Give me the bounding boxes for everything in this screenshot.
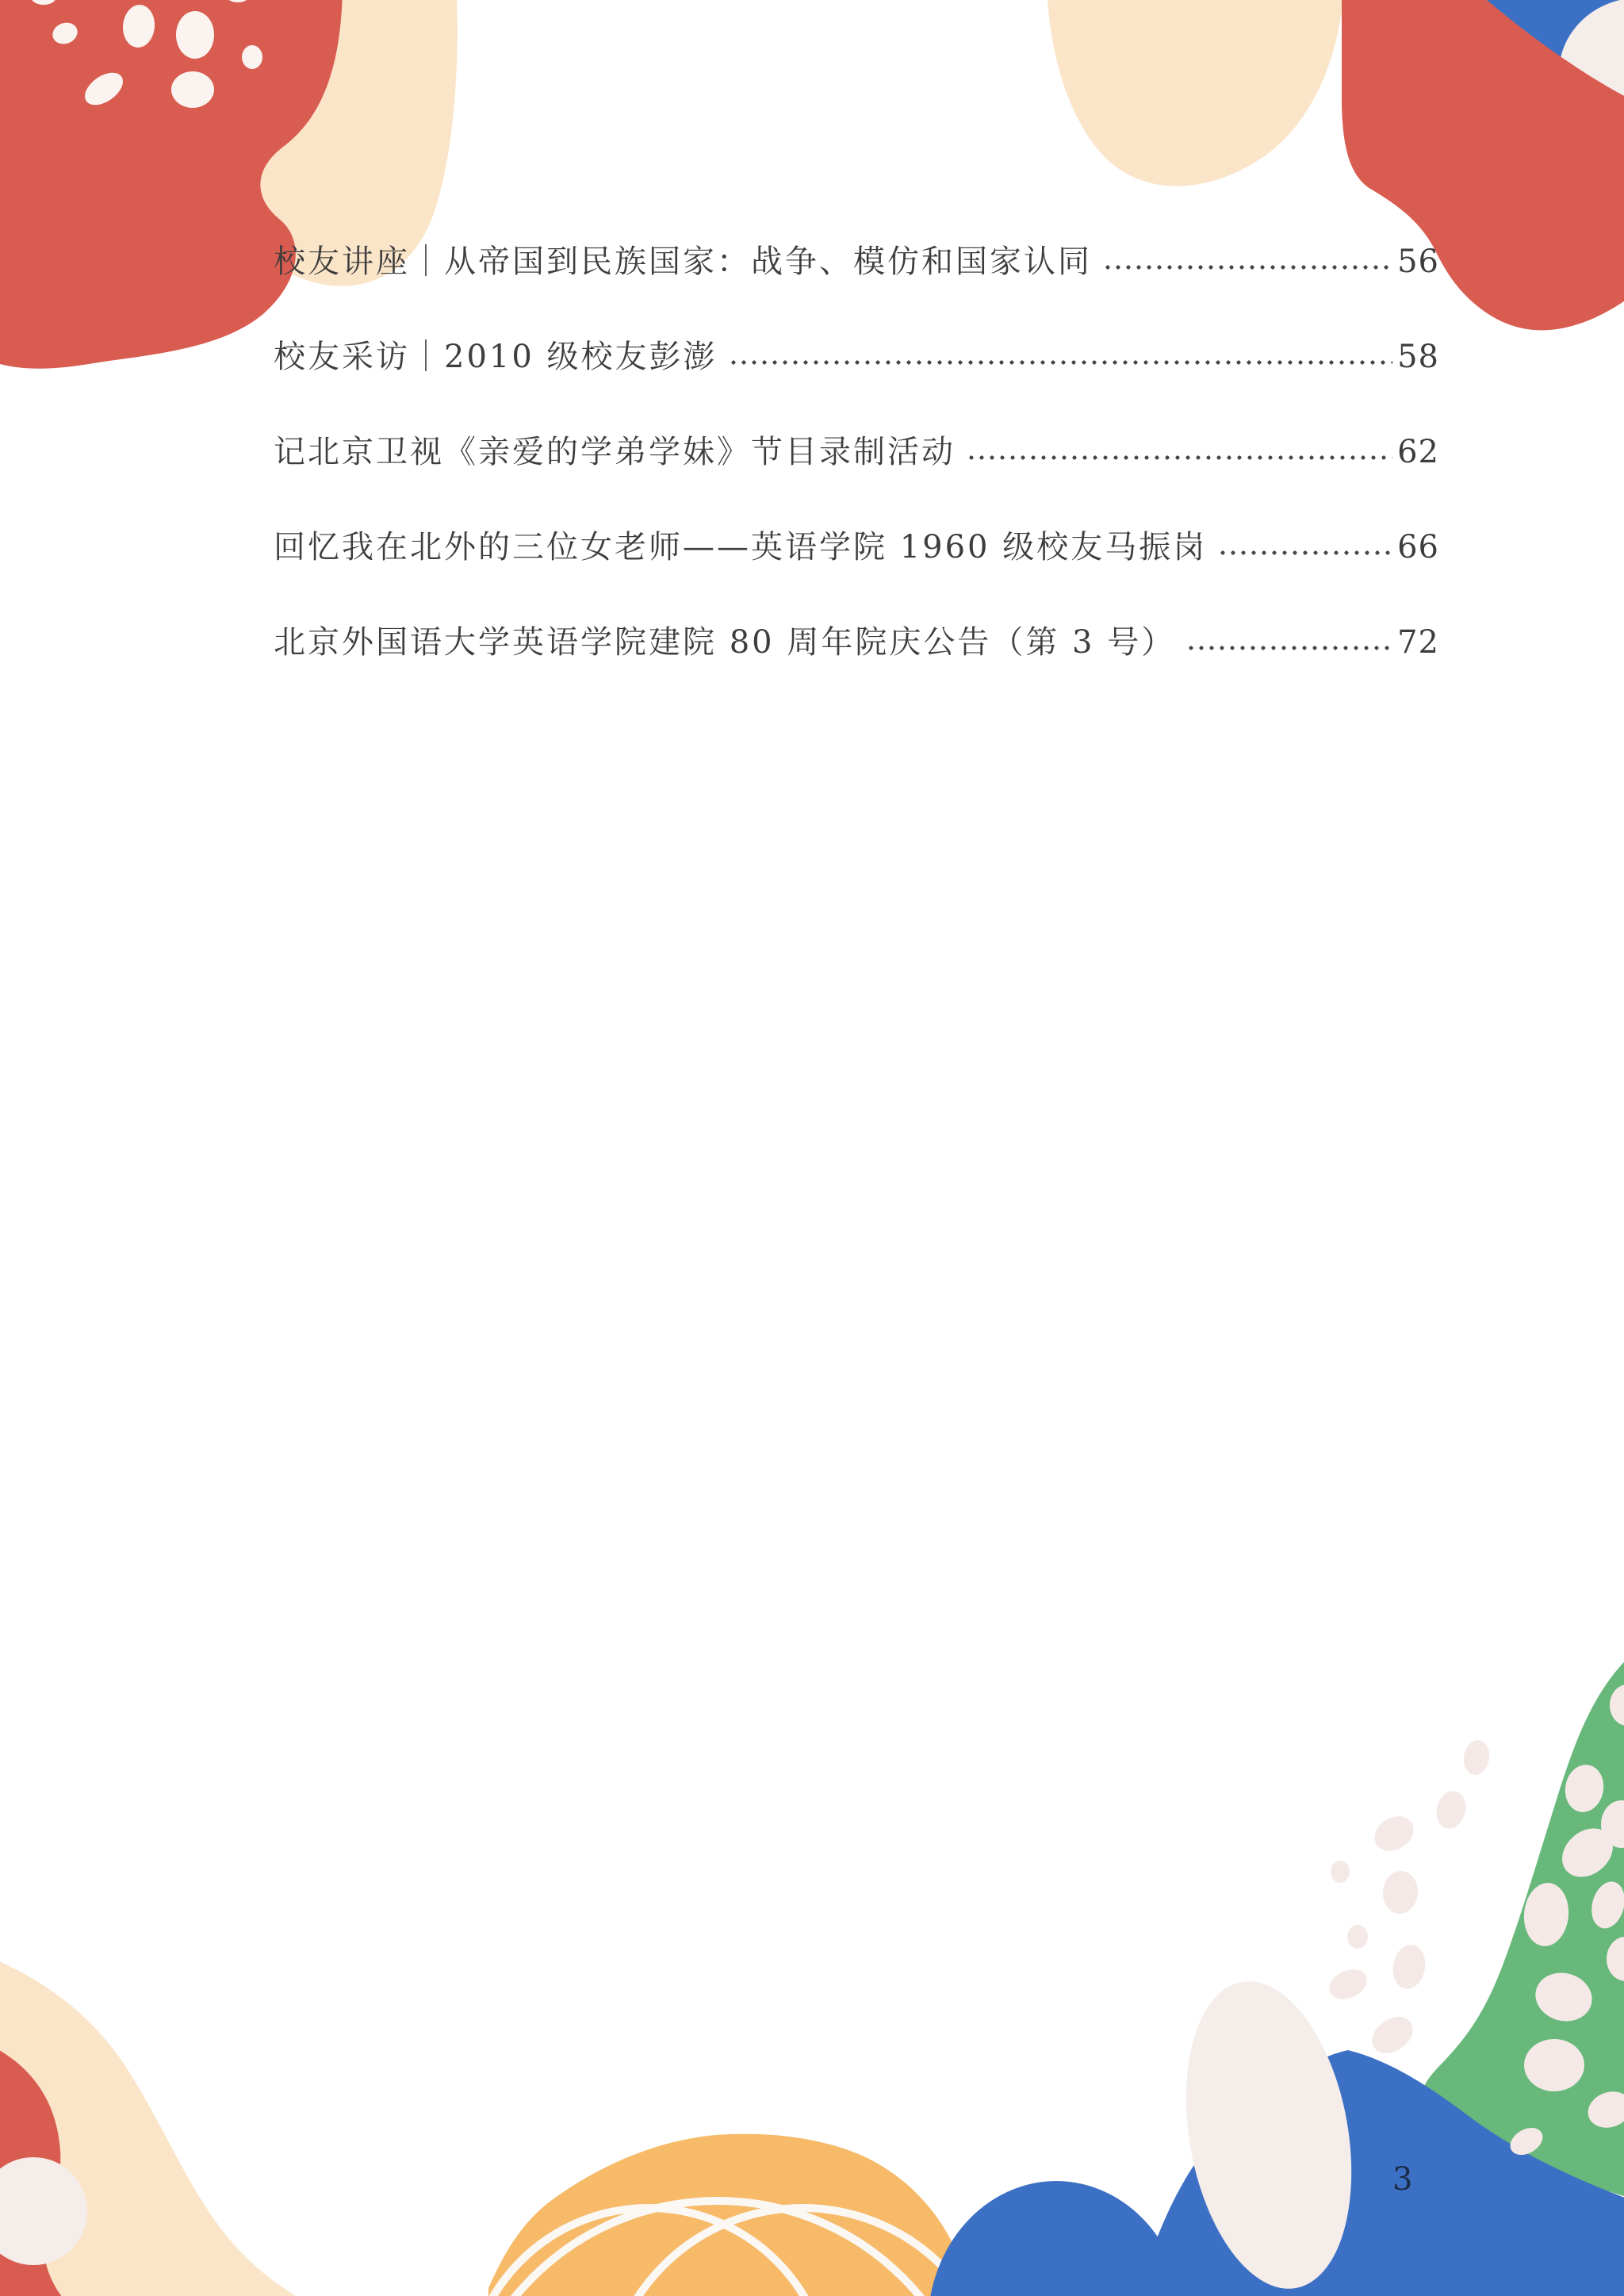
table-of-contents [274,214,1439,690]
pink-dots-on-white-bottom-right [1324,1738,1492,2061]
toc-entry [274,214,1439,309]
dotted-leader [1186,646,1392,650]
toc-entry-page-number: 72 [1397,624,1439,661]
dotted-leader [1103,265,1392,270]
toc-entry [274,309,1439,404]
toc-entry-page-number: 56 [1397,243,1439,280]
toc-entry-title: 校友讲座｜从帝国到民族国家：战争、模仿和国家认同 [274,243,1092,280]
toc-entry-page-number: 66 [1397,529,1439,565]
page-number: 3 [1392,2161,1413,2198]
toc-entry-page-number: 62 [1397,434,1439,470]
dotted-leader [1218,550,1392,555]
toc-entry [274,500,1439,595]
toc-entry-title: 北京外国语大学英语学院建院 80 周年院庆公告（第 3 号） [274,624,1176,661]
toc-entry-page-number: 58 [1397,339,1439,375]
cream-blob-top-right [1047,0,1344,186]
toc-entry-title: 回忆我在北外的三位女老师——英语学院 1960 级校友马振岗 [274,529,1208,565]
toc-entry-title: 记北京卫视《亲爱的学弟学妹》节目录制活动 [274,434,956,470]
toc-entry-title: 校友采访｜2010 级校友彭澎 [274,339,718,375]
toc-entry [274,404,1439,500]
dotted-leader [967,455,1392,460]
toc-entry [274,595,1439,690]
dotted-leader [729,360,1393,365]
